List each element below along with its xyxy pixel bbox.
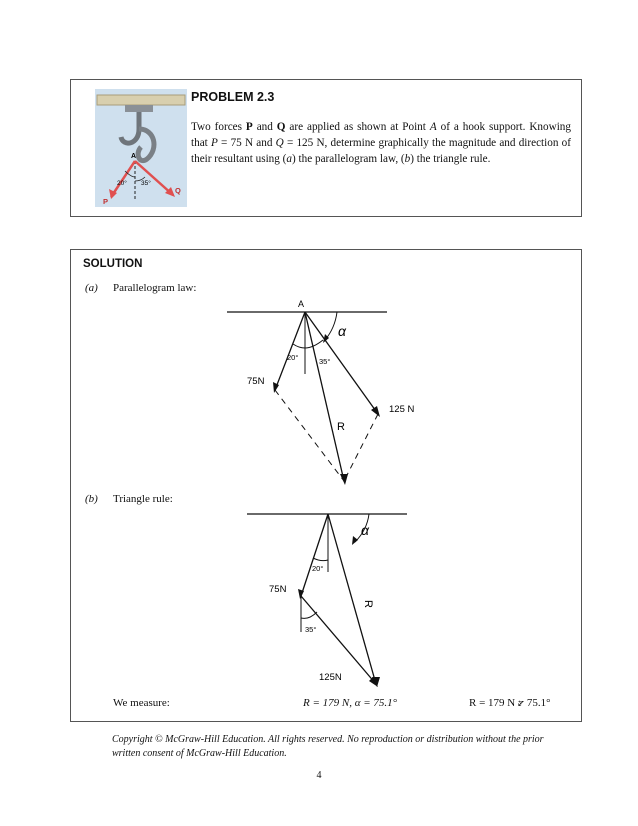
- problem-title: PROBLEM 2.3: [191, 90, 275, 104]
- problem-statement: Two forces P and Q are applied as shown at Point A of a hook support. Knowing that P = 75 N and Q = 125 N, determine graphically the magnitude and direction of their resultant using (a) the parallelogram law, (b) the triangle rule.: [191, 121, 571, 165]
- copyright-notice: Copyright © McGraw-Hill Education. All rights reserved. No reproduction or distribution without the prior written consent of McGraw-Hill Education.: [112, 734, 544, 759]
- solution-title: SOLUTION: [83, 258, 143, 270]
- label-75N-b: 75N: [269, 584, 287, 595]
- bracket: [125, 105, 153, 112]
- problem-box: [70, 79, 582, 217]
- measure-label: We measure:: [113, 697, 170, 709]
- page-number: 4: [316, 770, 322, 781]
- label-R-b: R: [362, 600, 374, 608]
- label-35deg: 35°: [319, 357, 331, 366]
- label-20deg: 20°: [287, 353, 299, 362]
- vector-75N: [275, 312, 305, 390]
- label-20deg-b: 20°: [312, 564, 324, 573]
- final-answer: R = 179 N ⦫ 75.1°: [469, 697, 551, 709]
- label-75N: 75N: [247, 376, 265, 387]
- figure-label-20: 20°: [117, 180, 127, 187]
- part-b-label: Triangle rule:: [113, 493, 173, 505]
- part-a-label: Parallelogram law:: [113, 282, 197, 294]
- label-alpha-b: α: [361, 522, 369, 538]
- figure-label-A: A: [131, 153, 137, 160]
- figure-label-Q: Q: [175, 186, 181, 195]
- ceiling-beam: [97, 95, 185, 105]
- solution-box: [70, 249, 582, 722]
- label-R: R: [337, 421, 345, 433]
- parallelogram-diagram: [221, 298, 451, 490]
- label-35deg-b: 35°: [305, 625, 317, 634]
- dashed-side-2: [344, 414, 378, 481]
- resultant-R-b: [328, 514, 376, 684]
- label-A: A: [298, 299, 305, 309]
- triangle-diagram: [241, 508, 441, 690]
- vector-75N-b: [301, 514, 328, 596]
- hook-figure: [95, 89, 187, 207]
- vector-125N-b: [301, 596, 376, 684]
- part-a-letter: (a): [85, 282, 98, 294]
- measure-values: R = 179 N, α = 75.1°: [303, 697, 398, 709]
- figure-label-P: P: [103, 197, 109, 206]
- part-b-letter: (b): [85, 493, 98, 505]
- label-alpha: α: [338, 323, 346, 339]
- label-125N-b: 125N: [319, 672, 342, 683]
- figure-label-35: 35°: [141, 180, 151, 187]
- label-125N: 125 N: [389, 404, 415, 415]
